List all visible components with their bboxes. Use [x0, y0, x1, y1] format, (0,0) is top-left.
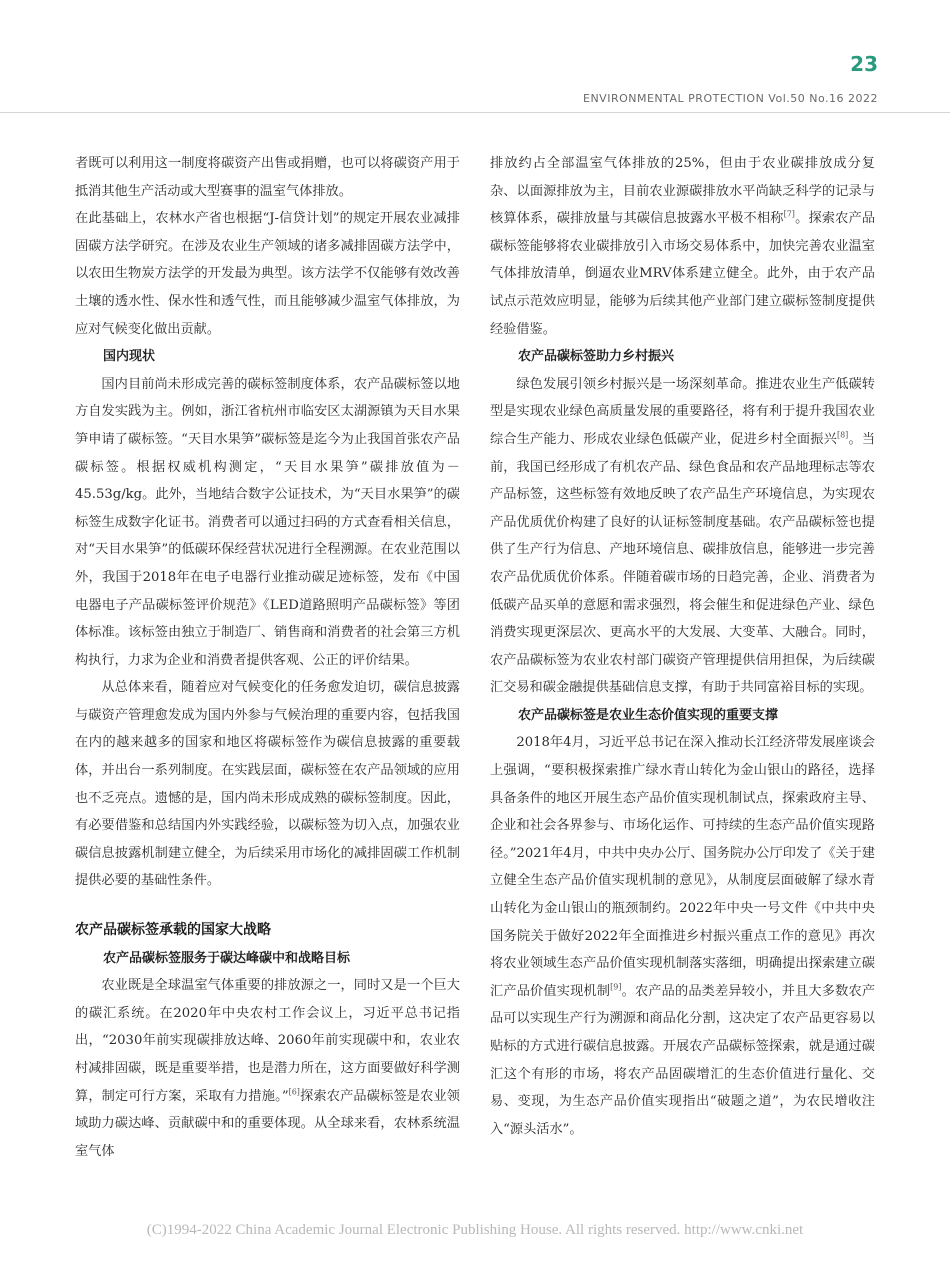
text-span: 2018年4月，习近平总书记在深入推动长江经济带发展座谈会上强调，“要积极探索推广绿水青山转化为金山银山的路径，选择具备条件的地区开展生态产品价值实现机制试点，探索政府主导、企业和社会各界参与、市场化运作、可持续的生态产品价值实现路径。”2021年4月，中共中央办公厅、国务院办公厅印发了《关于建立健全生态产品价值实现机制的意见》，从制度层面破解了绿水青山转化为金山银山的瓶颈制约。2022年中央一号文件《中共中央 国务院关于做好2022年全面推进乡村振兴重点工作的意见》再次将农业领域生态产品价值实现机制落实落细，明确提出探索建立碳汇产品价值实现机制: [490, 735, 889, 999]
copyright-watermark: (C)1994-2022 China Academic Journal Electronic Publishing House. All rights reserved. http://www.cnki.net: [146, 1222, 804, 1238]
text-span: 探索农产品碳标签是农业领域助力碳达峰、贡献碳中和的重要体现。从全球来看，农林系统温室气体: [75, 1088, 460, 1159]
paragraph: 国内目前尚未形成完善的碳标签制度体系，农产品碳标签以地方自发实践为主。例如，浙江省杭州市临安区太湖源镇为天目水果笋申请了碳标签。“天目水果笋”碳标签是迄今为止我国首张农产品碳标签。根据权威机构测定，“天目水果笋”碳排放值为－45.53g/kg。此外，当地结合数字公证技术，为“天目水果笋”的碳标签生成数字化证书。消费者可以通过扫码的方式查看相关信息，对“天目水果笋”的低碳环保经营状况进行全程溯源。在农业范围以外，我国于2018年在电子电器行业推动碳足迹标签，发布《中国电器电子产品碳标签评价规范》《LED道路照明产品碳标签》等团体标准。该标签由独立于制造厂、销售商和消费者的社会第三方机构执行，力求为企业和消费者提供客观、公正的评价结果。: [75, 376, 460, 668]
subheading-carbon-peak: 农产品碳标签服务于碳达峰碳中和战略目标: [103, 950, 351, 966]
text-span: 农业既是全球温室气体重要的排放源之一，同时又是一个巨大的碳汇系统。在2020年中央农村工作会议上，习近平总书记指出，“2030年前实现碳排放达峰、2060年前实现碳中和，农业农村减排固碳，既是重要举措，也是潜力所在，这方面要做好科学测算，制定可行方案，采取有力措施。”: [75, 978, 460, 1104]
text-span: 绿色发展引领乡村振兴是一场深刻革命。推进农业生产低碳转型是实现农业绿色高质量发展的重要路径，将有利于提升我国农业综合生产能力、形成农业绿色低碳产业，促进乡村全面振兴: [490, 376, 875, 447]
citation-ref: [7]: [783, 209, 795, 219]
journal-header: ENVIRONMENTAL PROTECTION Vol.50 No.16 2022: [583, 92, 878, 105]
paragraph: [75, 972, 460, 1165]
page-number: 23: [850, 52, 878, 76]
paragraph: 者既可以利用这一制度将碳资产出售或捐赠，也可以将碳资产用于抵消其他生产活动或大型赛事的温室气体排放。: [75, 156, 460, 199]
header-divider: [0, 112, 950, 113]
text-span: 。探索农产品碳标签能够将农业碳排放引入市场交易体系中，加快完善农业温室气体排放清单，倒逼农业MRV体系建立健全。此外，由于农产品试点示范效应明显，能够为后续其他产业部门建立碳标签制度提供经验借鉴。: [490, 211, 876, 337]
paragraph: [490, 371, 875, 702]
text-span: 。农产品的品类差异较小，并且大多数农产品可以实现生产行为溯源和商品化分割，这决定了农产品更容易以贴标的方式进行碳信息披露。开展农产品碳标签探索，就是通过碳汇这个有形的市场，将农产品固碳增汇的生态价值进行量化、交易、变现，为生态产品价值实现指出“破题之道”，为农民增收注入“源头活水”。: [490, 983, 876, 1137]
text-span: 排放约占全部温室气体排放的25%，但由于农业碳排放成分复杂、以面源排放为主，目前农业源碳排放水平尚缺乏科学的记录与核算体系，碳排放量与其碳信息披露水平极不相称: [490, 156, 875, 227]
subheading-rural-revitalization: 农产品碳标签助力乡村振兴: [518, 349, 675, 365]
subheading-ecological-value: 农产品碳标签是农业生态价值实现的重要支撑: [518, 707, 779, 723]
left-column: [75, 150, 460, 1165]
paragraph: 在此基础上，农林水产省也根据“J-信贷计划”的规定开展农业减排固碳方法学研究。在涉及农业生产领域的诸多减排固碳方法学中，以农田生物炭方法学的开发最为典型。该方法学不仅能够有效改善土壤的透水性、保水性和透气性，而且能够减少温室气体排放，为应对气候变化做出贡献。: [75, 211, 460, 337]
citation-ref: [9]: [610, 982, 622, 992]
subheading-domestic: 国内现状: [103, 349, 156, 365]
paragraph: 从总体来看，随着应对气候变化的任务愈发迫切，碳信息披露与碳资产管理愈发成为国内外参与气候治理的重要内容，包括我国在内的越来越多的国家和地区将碳标签作为碳信息披露的重要载体，并出台一系列制度。在实践层面，碳标签在农产品领域的应用也不乏亮点。遗憾的是，国内尚未形成成熟的碳标签制度。因此，有必要借鉴和总结国内外实践经验，以碳标签为切入点，加强农业碳信息披露机制建立健全，为后续采用市场化的减排固碳工作机制提供必要的基础性条件。: [75, 680, 460, 889]
paragraph: [490, 150, 875, 343]
text-span: 。当前，我国已经形成了有机农产品、绿色食品和农产品地理标志等农产品标签，这些标签有效地反映了农产品生产环境信息，为实现农产品优质优价构建了良好的认证标签制度基础。农产品碳标签也提供了生产行为信息、产地环境信息、碳排放信息，能够进一步完善农产品优质优价体系。伴随着碳市场的日趋完善，企业、消费者为低碳产品买单的意愿和需求强烈，将会催生和促进绿色产业、绿色消费实现更深层次、更高水平的大发展、大变革、大融合。同时，农产品碳标签为农业农村部门碳资产管理提供信用担保，为后续碳汇交易和碳金融提供基础信息支撑，有助于共同富裕目标的实现。: [490, 431, 876, 696]
paragraph: [490, 729, 889, 1143]
citation-ref: [6]: [288, 1087, 300, 1097]
right-column: [490, 150, 889, 1143]
citation-ref: [8]: [836, 430, 849, 440]
section-title: 农产品碳标签承载的国家大战略: [75, 922, 271, 939]
